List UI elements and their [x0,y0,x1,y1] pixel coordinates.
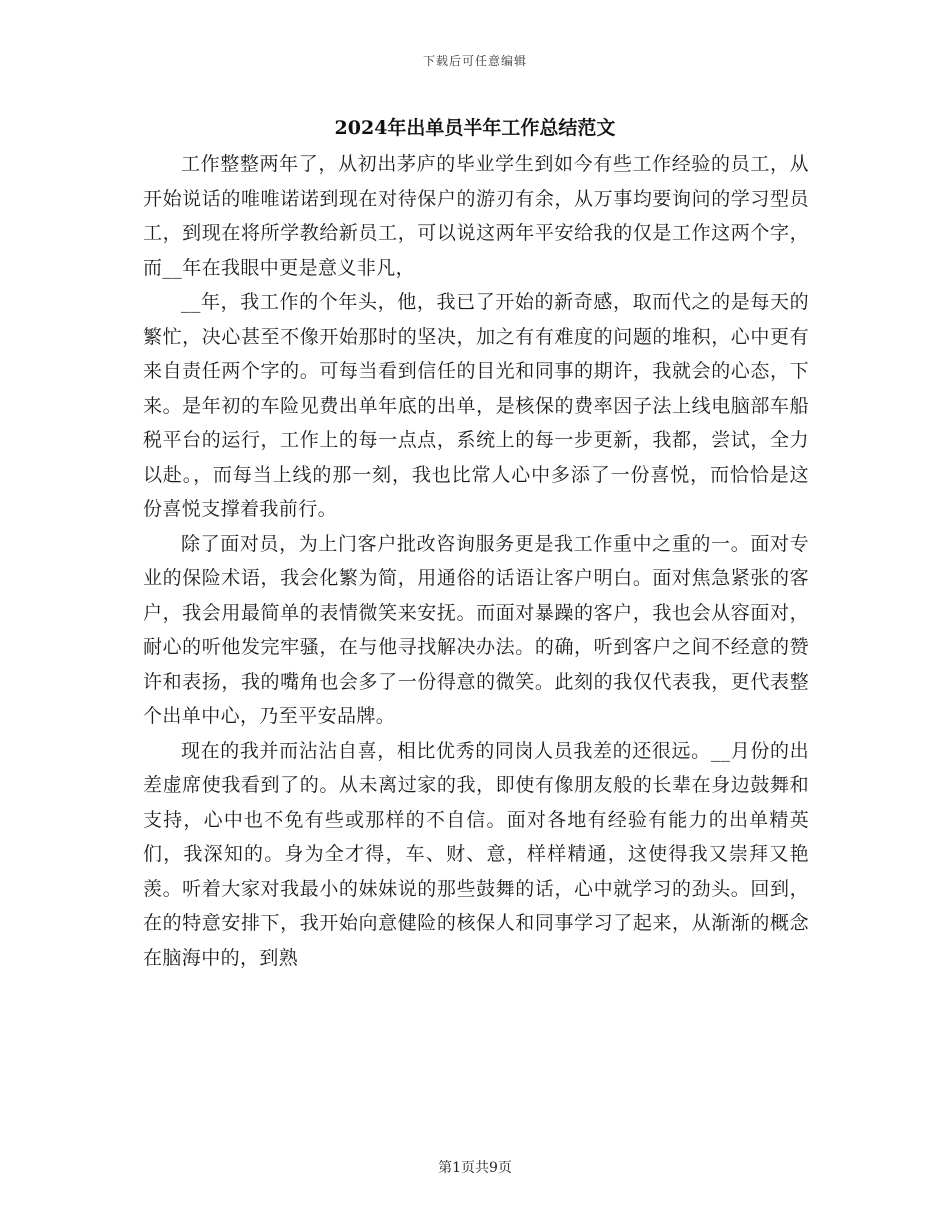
paragraph-2: __年，我工作的个年头，他，我已了开始的新奇感，取而代之的是每天的繁忙，决心甚至不像开始那时的坚决，加之有有难度的问题的堆积，心中更有来自责任两个字的。可每当看到信任的目光和同事的期许，我就会的心态，下来。是年初的车险见费出单年底的出单，是核保的费率因子法上线电脑部车船税平台的运行，工作上的每一点点，系统上的每一步更新，我都，尝试，全力以赴。，而每当上线的那一刻，我也比常人心中多添了一份喜悦，而恰恰是这份喜悦支撑着我前行。 [143,291,809,520]
page-header-note: 下载后可任意编辑 [422,54,527,68]
document-title: 2024年出单员半年工作总结范文 [334,117,616,139]
document-body [143,147,809,975]
paragraph-1: 工作整整两年了，从初出茅庐的毕业学生到如今有些工作经验的员工，从开始说话的唯唯诺诺到现在对待保户的游刃有余，从万事均要询问的学习型员工，到现在将所学教给新员工，可以说这两年平安给我的仅是工作这两个字，而__年在我眼中更是意义非凡， [143,153,809,279]
paragraph-4: 现在的我并而沾沾自喜，相比优秀的同岗人员我差的还很远。__月份的出差虚席使我看到了的。从未离过家的我，即使有像朋友般的长辈在身边鼓舞和支持，心中也不免有些或那样的不自信。面对各地有经验有能力的出单精英们，我深知的。身为全才得，车、财、意，样样精通，这使得我又崇拜又艳羡。听着大家对我最小的妹妹说的那些鼓舞的话，心中就学习的劲头。回到，在的特意安排下，我开始向意健险的核保人和同事学习了起来，从渐渐的概念在脑海中的，到熟 [143,739,809,969]
page-number: 第1页共9页 [438,1160,512,1176]
paragraph-3: 除了面对员，为上门客户批改咨询服务更是我工作重中之重的一。面对专业的保险术语，我会化繁为简，用通俗的话语让客户明白。面对焦急紧张的客户，我会用最简单的表情微笑来安抚。而面对暴躁的客户，我也会从容面对，耐心的听他发完牢骚，在与他寻找解决办法。的确，听到客户之间不经意的赞许和表扬，我的嘴角也会多了一份得意的微笑。此刻的我仅代表我，更代表整个出单中心，乃至平安品牌。 [143,532,809,727]
